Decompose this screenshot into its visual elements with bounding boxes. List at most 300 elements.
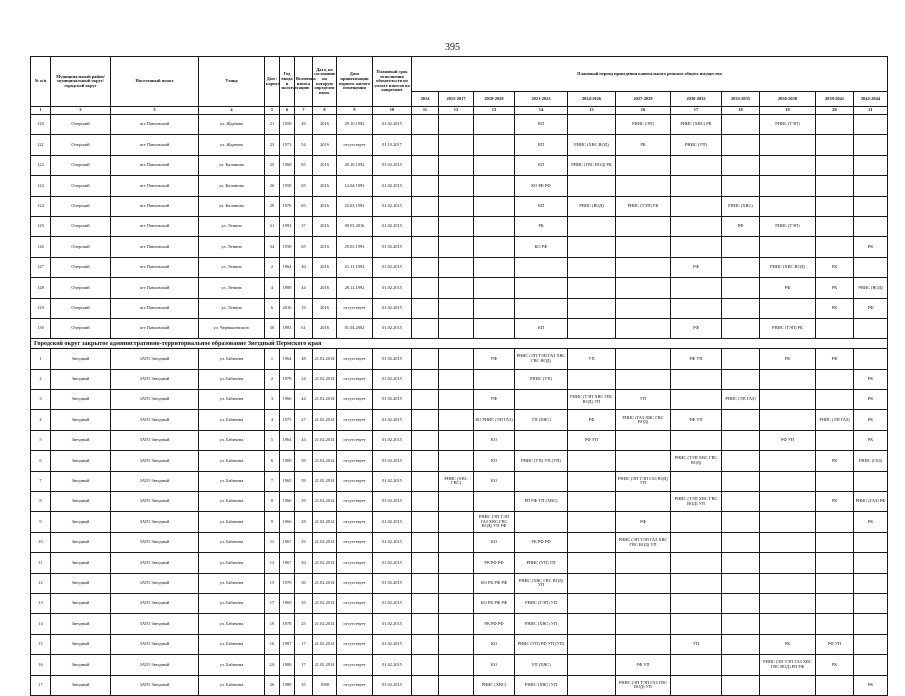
header-period: 2021-2023 [515, 92, 568, 107]
cell-period [568, 278, 616, 298]
cell-settlement: пгт Павловский [111, 237, 199, 257]
column-number: 15 [568, 107, 616, 115]
cell-period [722, 634, 760, 654]
cell-period: УП (ХВС) [515, 655, 568, 675]
cell-planned: 01.02.2015 [373, 298, 412, 318]
cell-period: РНИС (ЭП ГАЗ) [722, 390, 760, 410]
cell-settlement: ЗАТО Звездный [111, 573, 199, 593]
cell-wear: 44 [295, 390, 313, 410]
cell-settlement: пгт Павловский [111, 196, 199, 216]
cell-period: РК [854, 390, 888, 410]
cell-period [760, 553, 816, 573]
cell-settlement: пгт Павловский [111, 318, 199, 338]
cell-period: РК [760, 349, 816, 369]
cell-district: Звездный [51, 410, 111, 430]
cell-period: РФ [568, 410, 616, 430]
cell-district: Очерский [51, 115, 111, 135]
cell-street: ул. Бабичева [199, 532, 265, 552]
cell-period [722, 451, 760, 471]
cell-date-priv: 20.10.1992 [337, 155, 373, 175]
cell-date-state: 2016 [313, 135, 337, 155]
cell-planned: 01.02.2015 [373, 237, 412, 257]
cell-period [671, 369, 722, 389]
cell-period [616, 369, 671, 389]
cell-planned: 01.02.2015 [373, 532, 412, 552]
cell-planned: 01.02.2015 [373, 318, 412, 338]
cell-no: 125 [31, 216, 51, 236]
cell-planned: 01.02.2015 [373, 176, 412, 196]
cell-street: ул. Бабичева [199, 349, 265, 369]
cell-period [760, 155, 816, 175]
cell-period [568, 512, 616, 532]
cell-no: 7 [31, 471, 51, 491]
cell-planned: 01.02.2015 [373, 430, 412, 450]
cell-period [722, 512, 760, 532]
cell-settlement: ЗАТО Звездный [111, 634, 199, 654]
cell-period [671, 237, 722, 257]
cell-house: 19 [265, 614, 280, 634]
cell-period: РНИС (ХВС ГВС) [439, 471, 474, 491]
table-row [31, 675, 888, 695]
cell-settlement: ЗАТО Звездный [111, 553, 199, 573]
cell-year: 1964 [280, 257, 295, 277]
cell-settlement: ЗАТО Звездный [111, 451, 199, 471]
cell-wear: 40 [295, 257, 313, 277]
cell-period: РНИС (ЭП) [616, 115, 671, 135]
cell-year: 1976 [280, 196, 295, 216]
cell-planned: 01.02.2015 [373, 655, 412, 675]
cell-street: ул. Калинина [199, 155, 265, 175]
cell-period [439, 410, 474, 430]
cell-period: РФ [616, 512, 671, 532]
cell-period: РНИС (ХВС) [722, 196, 760, 216]
cell-date-state: 1988 [313, 675, 337, 695]
table-row [31, 553, 888, 573]
cell-wear: 59 [295, 471, 313, 491]
cell-year: 1965 [280, 471, 295, 491]
cell-period [722, 257, 760, 277]
cell-date-priv: отсутствует [337, 553, 373, 573]
cell-settlement: ЗАТО Звездный [111, 369, 199, 389]
cell-date-priv: отсутствует [337, 135, 373, 155]
cell-period [854, 176, 888, 196]
header-district: Муниципальный район/ муниципальный округ/городской округ [51, 57, 111, 107]
cell-date-priv: отсутствует [337, 369, 373, 389]
cell-district: Звездный [51, 390, 111, 410]
cell-period: РНИС (ЭП ГАЗ) [816, 410, 854, 430]
cell-period: РНИС (ЭП ТЭП ГАЗ ХВС ГВС ВОД) РП РФ [760, 655, 816, 675]
cell-period: РФ [671, 318, 722, 338]
cell-period: РНИС (ТЭП) УП [515, 593, 568, 613]
cell-street: ул. Жданова [199, 135, 265, 155]
cell-period [816, 675, 854, 695]
column-number: 18 [722, 107, 760, 115]
cell-date-state: 21.02.2014 [313, 451, 337, 471]
cell-period [439, 115, 474, 135]
cell-period [515, 390, 568, 410]
table-row [31, 430, 888, 450]
header-period: 2039-2041 [816, 92, 854, 107]
cell-street: ул. Ленина [199, 216, 265, 236]
cell-settlement: ЗАТО Звездный [111, 655, 199, 675]
cell-period: РНИС (ЭП ТЭП ГАЗ ХВС ГВС ВОД) УП РФ [474, 512, 515, 532]
cell-district: Звездный [51, 593, 111, 613]
cell-period: РНИС (ТЭП ХВС ГВС ВОД) УП [568, 390, 616, 410]
cell-house: 8 [265, 492, 280, 512]
cell-period: РФ [474, 349, 515, 369]
cell-period: РФ [816, 349, 854, 369]
cell-period [722, 573, 760, 593]
table-row [31, 349, 888, 369]
cell-date-state: 2016 [313, 176, 337, 196]
cell-date-state: 2016 [313, 278, 337, 298]
cell-period [722, 278, 760, 298]
cell-street: ул. Бабичева [199, 512, 265, 532]
cell-period: РНИС (ХВС ВОД) [760, 257, 816, 277]
cell-period: РК [854, 369, 888, 389]
cell-period [760, 176, 816, 196]
cell-district: Звездный [51, 430, 111, 450]
cell-district: Очерский [51, 216, 111, 236]
column-number: 17 [671, 107, 722, 115]
cell-settlement: пгт Павловский [111, 155, 199, 175]
cell-period [816, 176, 854, 196]
cell-period: РНИС (ЭП ТЭП ГАЗ ХВС ГВС ВОД) [515, 349, 568, 369]
cell-district: Звездный [51, 492, 111, 512]
cell-period [671, 532, 722, 552]
cell-no: 8 [31, 492, 51, 512]
cell-wear: 17 [295, 655, 313, 675]
cell-wear: 30 [295, 573, 313, 593]
cell-period: РК [854, 237, 888, 257]
cell-period [854, 573, 888, 593]
column-number: 2 [51, 107, 111, 115]
cell-date-priv: 12.04.1993 [337, 176, 373, 196]
cell-period [816, 216, 854, 236]
cell-period [616, 155, 671, 175]
cell-period [854, 115, 888, 135]
cell-period [816, 237, 854, 257]
cell-period: РФ УП [671, 349, 722, 369]
header-street: Улица [199, 57, 265, 107]
cell-period [439, 318, 474, 338]
cell-year: 1973 [280, 135, 295, 155]
column-number: 5 [265, 107, 280, 115]
table-row [31, 593, 888, 613]
cell-date-priv: 01.04.2002 [337, 318, 373, 338]
cell-period [412, 237, 439, 257]
column-number: 3 [111, 107, 199, 115]
table-row [31, 532, 888, 552]
table-row [31, 135, 888, 155]
cell-date-priv: отсутствует [337, 634, 373, 654]
cell-street: ул. Бабичева [199, 451, 265, 471]
cell-district: Очерский [51, 298, 111, 318]
cell-wear: 30 [295, 553, 313, 573]
cell-date-priv: 21.11.1992 [337, 257, 373, 277]
cell-date-state: 21.02.2014 [313, 634, 337, 654]
cell-house: 2 [265, 257, 280, 277]
cell-period: РК [760, 634, 816, 654]
cell-no: 3 [31, 390, 51, 410]
cell-settlement: ЗАТО Звездный [111, 390, 199, 410]
cell-district: Очерский [51, 196, 111, 216]
cell-street: ул. Калинина [199, 196, 265, 216]
table-row [31, 390, 888, 410]
cell-period [854, 471, 888, 491]
cell-period [616, 430, 671, 450]
cell-period [439, 634, 474, 654]
cell-period [760, 410, 816, 430]
cell-planned: 01.02.2015 [373, 410, 412, 430]
cell-district: Звездный [51, 532, 111, 552]
cell-period [474, 298, 515, 318]
cell-period [616, 278, 671, 298]
cell-period: РНИС (ЭП ТЭП ГАЗ ГВС ВОД) УП [616, 675, 671, 695]
cell-period [474, 135, 515, 155]
cell-street: ул. Бабичева [199, 471, 265, 491]
column-number: 21 [854, 107, 888, 115]
cell-planned: 01.02.2015 [373, 278, 412, 298]
cell-period: РК [816, 278, 854, 298]
cell-period [671, 278, 722, 298]
cell-no: 4 [31, 410, 51, 430]
cell-period [760, 512, 816, 532]
cell-no: 120 [31, 115, 51, 135]
cell-date-priv: отсутствует [337, 298, 373, 318]
cell-district: Звездный [51, 614, 111, 634]
column-number: 7 [295, 107, 313, 115]
cell-no: 130 [31, 318, 51, 338]
cell-settlement: ЗАТО Звездный [111, 349, 199, 369]
cell-date-priv: отсутствует [337, 532, 373, 552]
cell-period: РК [816, 492, 854, 512]
header-no: № п/п [31, 57, 51, 107]
cell-period [412, 318, 439, 338]
cell-period: КП [515, 196, 568, 216]
cell-year: 1969 [280, 593, 295, 613]
cell-date-priv: отсутствует [337, 655, 373, 675]
cell-date-state: 21.02.2014 [313, 655, 337, 675]
cell-date-state: 21.02.2014 [313, 390, 337, 410]
table-row [31, 155, 888, 175]
cell-street: ул. Бабичева [199, 492, 265, 512]
cell-period [671, 196, 722, 216]
cell-settlement: ЗАТО Звездный [111, 471, 199, 491]
cell-period [854, 216, 888, 236]
cell-period [568, 237, 616, 257]
cell-period [474, 318, 515, 338]
cell-period [854, 196, 888, 216]
cell-no: 129 [31, 298, 51, 318]
cell-period: РК РФ РФ [474, 614, 515, 634]
cell-period [722, 471, 760, 491]
cell-period [474, 237, 515, 257]
cell-period: КП [515, 115, 568, 135]
cell-no: 12 [31, 573, 51, 593]
cell-period [412, 532, 439, 552]
cell-period [760, 237, 816, 257]
cell-period [568, 471, 616, 491]
cell-district: Звездный [51, 369, 111, 389]
column-number: 12 [439, 107, 474, 115]
cell-no: 6 [31, 451, 51, 471]
cell-period [722, 655, 760, 675]
column-number: 6 [280, 107, 295, 115]
cell-period [412, 390, 439, 410]
cell-settlement: ЗАТО Звездный [111, 492, 199, 512]
cell-period: РНИС (УП) УП (УП) [515, 451, 568, 471]
cell-period [568, 614, 616, 634]
cell-period: РК [816, 298, 854, 318]
cell-period: КО РК РФ [515, 176, 568, 196]
cell-period: РНИС (ХВС) УП [515, 675, 568, 695]
column-number: 9 [337, 107, 373, 115]
cell-house: 7 [265, 471, 280, 491]
cell-period [722, 532, 760, 552]
cell-period [722, 492, 760, 512]
cell-period [439, 512, 474, 532]
cell-period: РНИС (ТЭП) РК [616, 196, 671, 216]
cell-period [412, 614, 439, 634]
cell-period: РНИС (ТЭП ХВС ГВС ВОД) УП [671, 492, 722, 512]
cell-wear: 44 [295, 278, 313, 298]
cell-period [816, 369, 854, 389]
cell-period [412, 655, 439, 675]
cell-period [515, 278, 568, 298]
cell-planned: 01.02.2015 [373, 512, 412, 532]
table-row [31, 115, 888, 135]
cell-planned: 01.02.2015 [373, 471, 412, 491]
cell-district: Звездный [51, 553, 111, 573]
cell-period [760, 369, 816, 389]
cell-wear: 49 [295, 115, 313, 135]
cell-house: 17 [265, 593, 280, 613]
cell-date-state: 21.02.2014 [313, 492, 337, 512]
cell-wear: 65 [295, 176, 313, 196]
cell-period [474, 257, 515, 277]
cell-no: 11 [31, 553, 51, 573]
cell-date-state: 21.02.2014 [313, 512, 337, 532]
cell-no: 122 [31, 155, 51, 175]
cell-period: РНИС (ВОД) [568, 196, 616, 216]
cell-period [816, 512, 854, 532]
cell-period: КП [515, 155, 568, 175]
cell-no: 121 [31, 135, 51, 155]
cell-wear: 35 [295, 593, 313, 613]
cell-period: РНИС (УП) ТП [515, 553, 568, 573]
cell-date-priv: отсутствует [337, 614, 373, 634]
cell-period [760, 298, 816, 318]
table-row [31, 318, 888, 338]
cell-period [854, 155, 888, 175]
cell-period [474, 369, 515, 389]
cell-planned: 01.02.2015 [373, 492, 412, 512]
cell-period [722, 155, 760, 175]
cell-period [616, 553, 671, 573]
cell-period [616, 176, 671, 196]
cell-period [412, 176, 439, 196]
cell-district: Очерский [51, 278, 111, 298]
cell-date-state: 2016 [313, 237, 337, 257]
cell-date-state: 21.02.2014 [313, 410, 337, 430]
cell-wear: 43 [295, 430, 313, 450]
table-row [31, 257, 888, 277]
cell-period: РФ [671, 257, 722, 277]
cell-year: 1964 [280, 349, 295, 369]
cell-year: 1966 [280, 492, 295, 512]
cell-period [412, 257, 439, 277]
cell-period [722, 614, 760, 634]
cell-year: 2016 [280, 298, 295, 318]
cell-period: РК [854, 430, 888, 450]
cell-period: КО [474, 655, 515, 675]
cell-date-state: 2016 [313, 257, 337, 277]
cell-period [760, 471, 816, 491]
table-row [31, 614, 888, 634]
cell-period: КП [515, 318, 568, 338]
cell-period: РФ УП [816, 634, 854, 654]
cell-year: 1993 [280, 216, 295, 236]
cell-street: ул. Бабичева [199, 593, 265, 613]
cell-settlement: ЗАТО Звездный [111, 512, 199, 532]
cell-settlement: ЗАТО Звездный [111, 593, 199, 613]
cell-period: РНИС (ТЭП) [760, 216, 816, 236]
cell-period [671, 216, 722, 236]
cell-district: Звездный [51, 349, 111, 369]
cell-planned: 01.02.2015 [373, 451, 412, 471]
cell-planned: 01.02.2015 [373, 257, 412, 277]
cell-wear: 65 [295, 237, 313, 257]
cell-planned: 01.02.2015 [373, 634, 412, 654]
column-number: 20 [816, 107, 854, 115]
table-row [31, 369, 888, 389]
cell-period [671, 614, 722, 634]
cell-period: КО РК РФ РФ [474, 593, 515, 613]
cell-period: РНИС (ГАЗ) [854, 451, 888, 471]
cell-settlement: пгт Павловский [111, 176, 199, 196]
cell-year: 1978 [280, 369, 295, 389]
cell-period [412, 634, 439, 654]
cell-house: 31 [265, 216, 280, 236]
cell-period [616, 237, 671, 257]
cell-wear: 29 [295, 532, 313, 552]
cell-period: РФ УП [671, 410, 722, 430]
cell-period [816, 430, 854, 450]
cell-planned: 01.02.2015 [373, 553, 412, 573]
cell-period [439, 573, 474, 593]
capital-repair-table [30, 56, 888, 696]
cell-period [722, 318, 760, 338]
header-period: 2024-2026 [568, 92, 616, 107]
cell-settlement: пгт Павловский [111, 278, 199, 298]
cell-street: ул. Жданова [199, 115, 265, 135]
cell-house: 15 [265, 573, 280, 593]
table-row [31, 216, 888, 236]
cell-house: 34 [265, 237, 280, 257]
cell-settlement: ЗАТО Звездный [111, 532, 199, 552]
cell-period: КО [474, 451, 515, 471]
cell-district: Звездный [51, 675, 111, 695]
cell-period: РНИС (ХВС) РК [671, 115, 722, 135]
cell-period: КО РНИС (ЭП ГАЗ) [474, 410, 515, 430]
cell-period: РК [816, 451, 854, 471]
cell-period: РП РФ УП (ХВС) [515, 492, 568, 512]
column-number: 16 [616, 107, 671, 115]
cell-date-priv: 29.03.1993 [337, 237, 373, 257]
cell-period: КО [474, 471, 515, 491]
cell-period [616, 451, 671, 471]
